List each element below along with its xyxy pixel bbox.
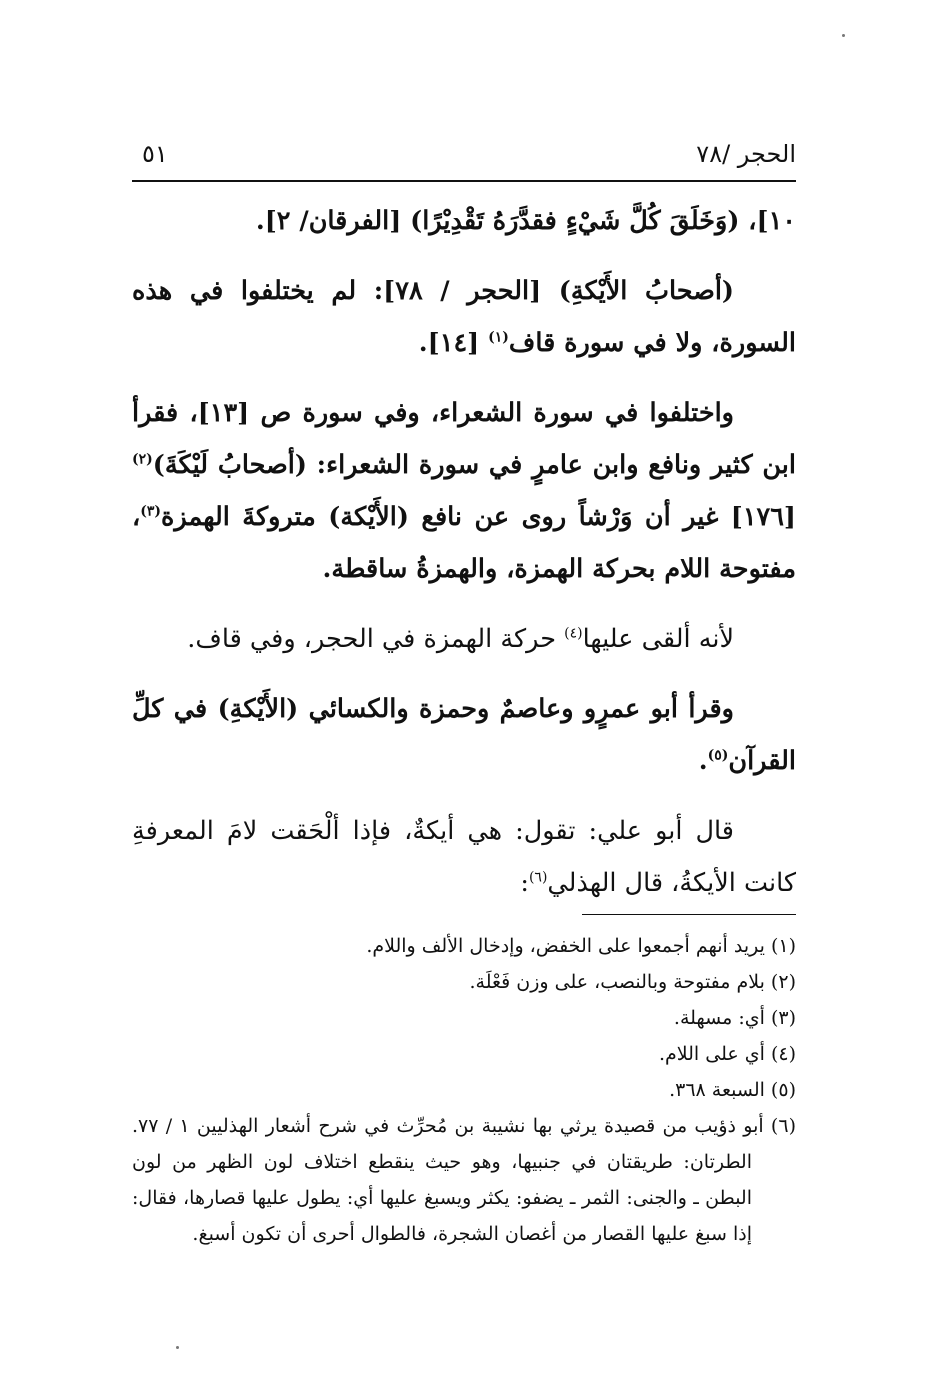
paragraph-text: . [698, 746, 708, 776]
paragraph-text: : [520, 868, 529, 898]
paragraph-text: [١٤]. [418, 328, 489, 358]
paragraph-verse-citation [132, 195, 796, 247]
footnotes [132, 928, 796, 1252]
footnote-ref[interactable]: (١) [488, 329, 509, 346]
paragraph-text: ، مفتوحة اللام بحركة الهمزة، والهمزةُ ساقطة. [132, 502, 796, 584]
paragraph-reason [132, 613, 796, 665]
footnote-ref[interactable]: (٤) [564, 625, 583, 642]
footnote-ref[interactable]: (٦) [528, 869, 548, 886]
running-head-surah-ref: الحجر /٧٨ [696, 140, 796, 168]
paragraph-text: (أصحابُ الأَيْكةِ) [الحجر / ٧٨]: لم يختلفوا في هذه السورة، ولا في سورة قاف [132, 276, 796, 358]
scan-speck [842, 34, 845, 37]
page-number: ٥١ [142, 140, 168, 168]
footnote-2: (٢) بلام مفتوحة وبالنصب، على وزن فَعْلَة. [469, 971, 796, 993]
scan-speck [176, 1346, 179, 1349]
paragraph-text: ١٠]، (وَخَلَقَ كُلَّ شَيْءٍ فقدَّرَهُ تَقْدِيْرًا) [الفرقان/ ٢]. [255, 206, 796, 236]
footnote-1: (١) يريد أنهم أجمعوا على الخفض، وإدخال الألف واللام. [366, 935, 796, 957]
paragraph-abu-amr-reading [132, 683, 796, 787]
footnote-5: (٥) السبعة ٣٦٨. [669, 1079, 796, 1101]
paragraph-ashab-al-aykah [132, 265, 796, 369]
footnote-3: (٣) أي: مسهلة. [673, 1007, 796, 1029]
paragraph-text: واختلفوا في سورة الشعراء، وفي سورة ص [١٣]، فقرأ ابن كثير ونافع وابن عامرٍ في سورة الشعراء: (أصحابُ لَيْكَةَ) [132, 398, 796, 480]
page-header [132, 140, 796, 180]
paragraph-text: قال أبو علي: تقول: هي أيكةٌ، فإذا ألْحَقت لامَ المعرفةِ كانت الأيكةُ، قال الهذلي [132, 816, 796, 898]
footnote-separator [582, 914, 796, 915]
footnote-4: (٤) أي على اللام. [659, 1043, 796, 1065]
paragraph-text: [١٧٦] غير أن وَرْشاً روى عن نافع (الأَيْكة) متروكةَ الهمزة [161, 502, 796, 532]
main-text [132, 195, 796, 927]
paragraph-text: لأنه ألقى عليها [582, 624, 734, 654]
footnote-ref[interactable]: (٣) [140, 503, 162, 520]
paragraph-text: وقرأ أبو عمرٍو وعاصمٌ وحمزة والكسائي (الأَيْكةِ) في كلِّ القرآن [132, 694, 796, 776]
paragraph-text: حركة الهمزة في الحجر، وفي قاف. [187, 624, 565, 654]
header-rule [132, 180, 796, 182]
paragraph-disagreement [132, 387, 796, 595]
footnote-ref[interactable]: (٢) [132, 451, 153, 468]
paragraph-abu-ali [132, 805, 796, 909]
footnote-ref[interactable]: (٥) [707, 747, 729, 764]
footnote-6: (٦) أبو ذؤيب من قصيدة يرثي بها نشيبة بن مُحرِّث في شرح أشعار الهذليين ١ / ٧٧. الطرتان: طريقتان في جنبيها، وهو حيث ينقطع اختلاف لون الظهر من لون البطن ـ والجنى: الثمر ـ يضفو: يكثر ويسبغ عليها أي: يطول عليها قصارها، فقال: إذا سبغ عليها القصار من أغصان الشجرة، فالطوال أحرى أن تكون أسبغ. [132, 1115, 796, 1245]
